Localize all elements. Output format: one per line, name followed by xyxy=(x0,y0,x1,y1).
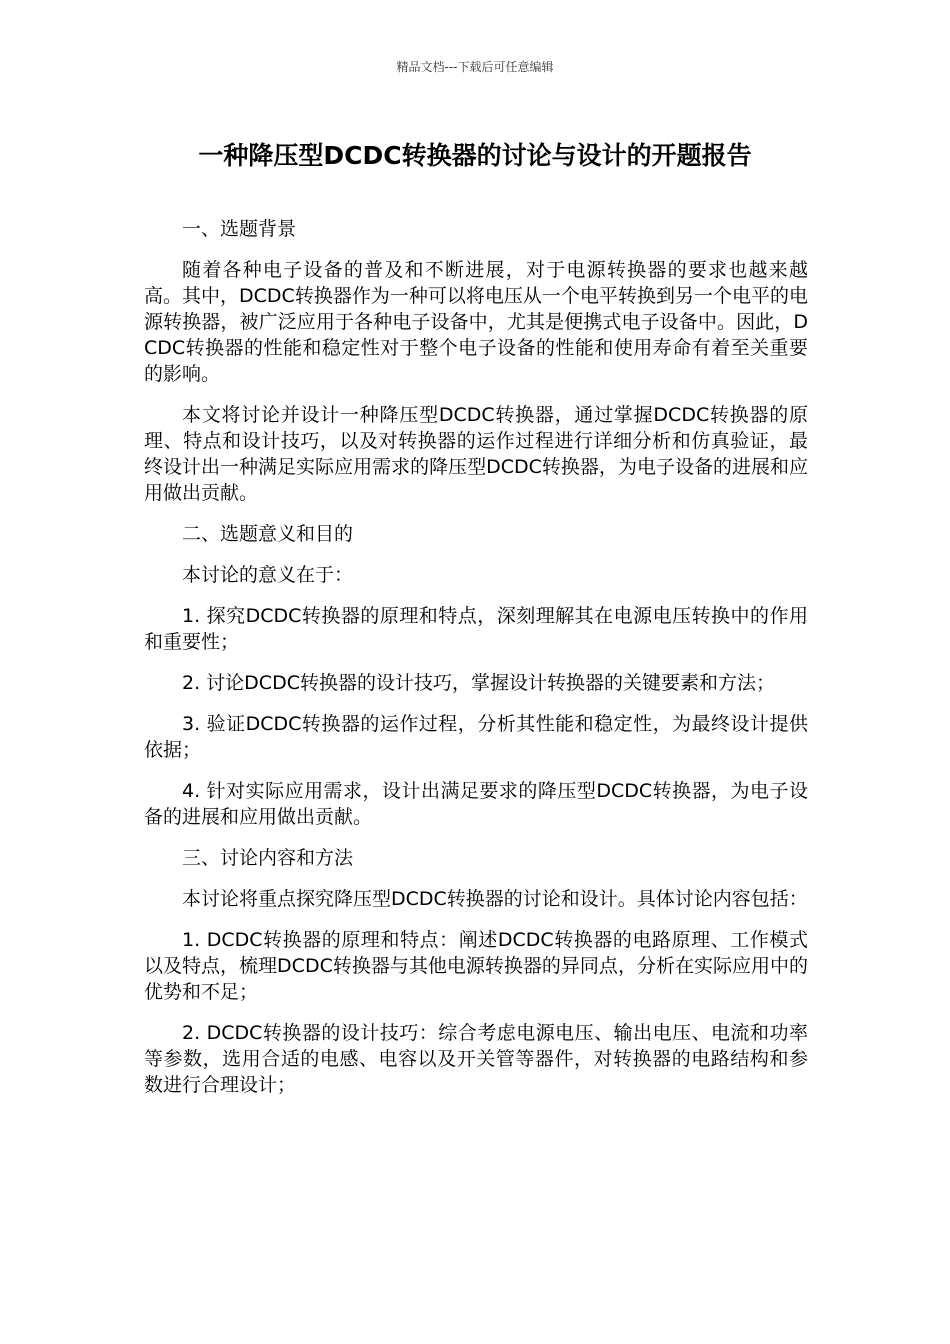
document-body xyxy=(144,216,808,1113)
body-paragraph: 本讨论的意义在于： xyxy=(182,564,354,586)
section-heading-significance: 二、选题意义和目的 xyxy=(182,523,354,545)
list-item: 2. DCDC转换器的设计技巧：综合考虑电源电压、输出电压、电流和功率等参数，选用合适的电感、电容以及开关管等器件，对转换器的电路结构和参数进行合理设计； xyxy=(144,1022,808,1096)
list-item: 1. DCDC转换器的原理和特点：阐述DCDC转换器的电路原理、工作模式以及特点，梳理DCDC转换器与其他电源转换器的异同点，分析在实际应用中的优势和不足； xyxy=(144,929,808,1003)
body-paragraph: 随着各种电子设备的普及和不断进展，对于电源转换器的要求也越来越高。其中，DCDC转换器作为一种可以将电压从一个电平转换到另一个电平的电源转换器，被广泛应用于各种电子设备中，尤其是便携式电子设备中。因此，DCDC转换器的性能和稳定性对于整个电子设备的性能和使用寿命有着至关重要的影响。 xyxy=(144,259,808,385)
list-item: 4. 针对实际应用需求，设计出满足要求的降压型DCDC转换器，为电子设备的进展和应用做出贡献。 xyxy=(144,780,808,828)
list-item: 2. 讨论DCDC转换器的设计技巧，掌握设计转换器的关键要素和方法； xyxy=(182,672,775,694)
section-heading-content-method: 三、讨论内容和方法 xyxy=(182,847,354,869)
body-paragraph: 本文将讨论并设计一种降压型DCDC转换器，通过掌握DCDC转换器的原理、特点和设计技巧，以及对转换器的运作过程进行详细分析和仿真验证，最终设计出一种满足实际应用需求的降压型DCDC转换器，为电子设备的进展和应用做出贡献。 xyxy=(144,404,808,504)
section-heading-background: 一、选题背景 xyxy=(182,218,297,240)
body-paragraph: 本讨论将重点探究降压型DCDC转换器的讨论和设计。具体讨论内容包括： xyxy=(182,888,808,910)
list-item: 3. 验证DCDC转换器的运作过程，分析其性能和稳定性，为最终设计提供依据； xyxy=(144,713,808,761)
page-header: 精品文档---下载后可任意编辑 xyxy=(396,60,554,74)
document-title: 一种降压型DCDC转换器的讨论与设计的开题报告 xyxy=(198,141,752,170)
list-item: 1. 探究DCDC转换器的原理和特点，深刻理解其在电源电压转换中的作用和重要性； xyxy=(144,605,808,653)
